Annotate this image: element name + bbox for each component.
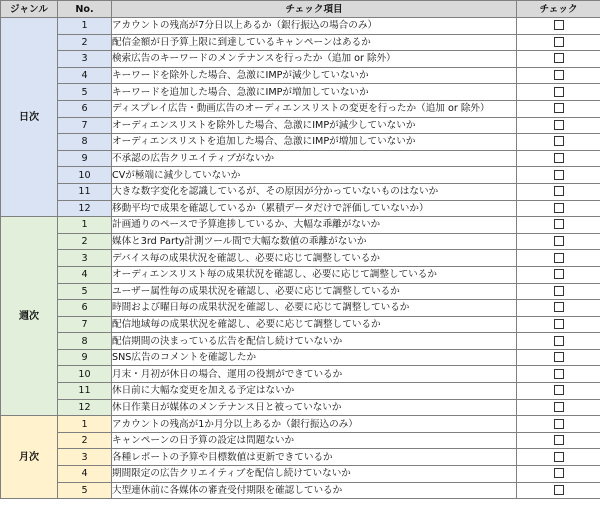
check-item-text: 休日前に大幅な変更を加える予定はないか bbox=[112, 383, 517, 400]
check-cell bbox=[517, 349, 600, 366]
table-row bbox=[1, 18, 600, 35]
checkbox[interactable] bbox=[554, 302, 564, 312]
row-number: 2 bbox=[58, 233, 112, 250]
check-item-text: アカウントの残高が1か月分以上あるか（銀行振込のみ） bbox=[112, 416, 517, 433]
check-item-text: 大型連休前に各媒体の審査受付期限を確認しているか bbox=[112, 482, 517, 499]
check-cell bbox=[517, 134, 600, 151]
check-cell bbox=[517, 333, 600, 350]
check-item-text: 配信地域毎の成果状況を確認し、必要に応じて調整しているか bbox=[112, 316, 517, 333]
check-cell bbox=[517, 466, 600, 483]
check-cell bbox=[517, 150, 600, 167]
row-number: 2 bbox=[58, 432, 112, 449]
check-item-text: SNS広告のコメントを確認したか bbox=[112, 349, 517, 366]
check-cell bbox=[517, 51, 600, 68]
table-row bbox=[1, 383, 600, 400]
row-number: 6 bbox=[58, 300, 112, 317]
checkbox[interactable] bbox=[554, 103, 564, 113]
table-row bbox=[1, 316, 600, 333]
checkbox[interactable] bbox=[554, 186, 564, 196]
check-item-text: キーワードを除外した場合、急激にIMPが減少していないか bbox=[112, 67, 517, 84]
checkbox[interactable] bbox=[554, 369, 564, 379]
check-item-text: 配信金額が日予算上限に到達しているキャンペーンはあるか bbox=[112, 34, 517, 51]
checkbox[interactable] bbox=[554, 452, 564, 462]
check-cell bbox=[517, 266, 600, 283]
checkbox[interactable] bbox=[554, 253, 564, 263]
check-item-text: 時間および曜日毎の成果状況を確認し、必要に応じて調整しているか bbox=[112, 300, 517, 317]
table-row bbox=[1, 233, 600, 250]
checkbox[interactable] bbox=[554, 286, 564, 296]
check-cell bbox=[517, 383, 600, 400]
row-number: 7 bbox=[58, 117, 112, 134]
row-number: 9 bbox=[58, 150, 112, 167]
check-item-text: 不承認の広告クリエイティブがないか bbox=[112, 150, 517, 167]
row-number: 5 bbox=[58, 84, 112, 101]
row-number: 4 bbox=[58, 67, 112, 84]
check-cell bbox=[517, 18, 600, 35]
row-number: 5 bbox=[58, 283, 112, 300]
row-number: 3 bbox=[58, 51, 112, 68]
table-row bbox=[1, 34, 600, 51]
table-row bbox=[1, 67, 600, 84]
check-cell bbox=[517, 366, 600, 383]
check-item-text: アカウントの残高が7分日以上あるか（銀行振込の場合のみ） bbox=[112, 18, 517, 35]
checkbox[interactable] bbox=[554, 120, 564, 130]
checkbox[interactable] bbox=[554, 170, 564, 180]
check-cell bbox=[517, 233, 600, 250]
check-cell bbox=[517, 200, 600, 217]
checkbox[interactable] bbox=[554, 20, 564, 30]
checkbox[interactable] bbox=[554, 336, 564, 346]
row-number: 1 bbox=[58, 416, 112, 433]
table-row bbox=[1, 416, 600, 433]
check-item-text: オーディエンスリストを追加した場合、急激にIMPが増加していないか bbox=[112, 134, 517, 151]
check-item-text: 媒体と3rd Party計測ツール間で大幅な数値の乖離がないか bbox=[112, 233, 517, 250]
checkbox[interactable] bbox=[554, 153, 564, 163]
table-row bbox=[1, 333, 600, 350]
checkbox[interactable] bbox=[554, 385, 564, 395]
check-item-text: 期間限定の広告クリエイティブを配信し続けていないか bbox=[112, 466, 517, 483]
table-row bbox=[1, 117, 600, 134]
table-row bbox=[1, 300, 600, 317]
row-number: 12 bbox=[58, 200, 112, 217]
check-item-text: 移動平均で成果を確認しているか（累積データだけで評価していないか） bbox=[112, 200, 517, 217]
check-cell bbox=[517, 100, 600, 117]
check-cell bbox=[517, 449, 600, 466]
checkbox[interactable] bbox=[554, 219, 564, 229]
check-cell bbox=[517, 117, 600, 134]
genre-label-monthly: 月次 bbox=[1, 416, 58, 499]
checkbox[interactable] bbox=[554, 37, 564, 47]
row-number: 5 bbox=[58, 482, 112, 499]
check-cell bbox=[517, 316, 600, 333]
row-number: 9 bbox=[58, 349, 112, 366]
checkbox[interactable] bbox=[554, 203, 564, 213]
table-row bbox=[1, 51, 600, 68]
table-row bbox=[1, 482, 600, 499]
row-number: 8 bbox=[58, 134, 112, 151]
check-cell bbox=[517, 283, 600, 300]
table-row bbox=[1, 150, 600, 167]
header-genre: ジャンル bbox=[1, 1, 58, 18]
check-cell bbox=[517, 416, 600, 433]
row-number: 1 bbox=[58, 217, 112, 234]
check-cell bbox=[517, 217, 600, 234]
checklist-body bbox=[1, 18, 600, 499]
row-number: 12 bbox=[58, 399, 112, 416]
checkbox[interactable] bbox=[554, 402, 564, 412]
table-row bbox=[1, 449, 600, 466]
check-item-text: 配信期間の決まっている広告を配信し続けていないか bbox=[112, 333, 517, 350]
row-number: 6 bbox=[58, 100, 112, 117]
row-number: 7 bbox=[58, 316, 112, 333]
check-cell bbox=[517, 167, 600, 184]
checkbox[interactable] bbox=[554, 87, 564, 97]
check-cell bbox=[517, 432, 600, 449]
table-row bbox=[1, 250, 600, 267]
check-cell bbox=[517, 183, 600, 200]
check-item-text: デバイス毎の成果状況を確認し、必要に応じて調整しているか bbox=[112, 250, 517, 267]
table-row bbox=[1, 399, 600, 416]
check-cell bbox=[517, 300, 600, 317]
checkbox[interactable] bbox=[554, 468, 564, 478]
check-item-text: 休日作業日が媒体のメンテナンス日と被っていないか bbox=[112, 399, 517, 416]
check-cell bbox=[517, 84, 600, 101]
table-row bbox=[1, 283, 600, 300]
row-number: 3 bbox=[58, 250, 112, 267]
check-cell bbox=[517, 482, 600, 499]
check-cell bbox=[517, 67, 600, 84]
row-number: 1 bbox=[58, 18, 112, 35]
genre-label-weekly: 週次 bbox=[1, 217, 58, 416]
check-item-text: ディスプレイ広告・動画広告のオーディエンスリストの変更を行ったか（追加 or 除外） bbox=[112, 100, 517, 117]
table-row bbox=[1, 167, 600, 184]
checkbox[interactable] bbox=[554, 269, 564, 279]
check-item-text: 大きな数字変化を認識しているが、その原因が分かっていないものはないか bbox=[112, 183, 517, 200]
header-no: No. bbox=[58, 1, 112, 18]
check-item-text: 検索広告のキーワードのメンテナンスを行ったか（追加 or 除外） bbox=[112, 51, 517, 68]
check-item-text: オーディエンスリスト毎の成果状況を確認し、必要に応じて調整しているか bbox=[112, 266, 517, 283]
row-number: 10 bbox=[58, 366, 112, 383]
check-item-text: キーワードを追加した場合、急激にIMPが増加していないか bbox=[112, 84, 517, 101]
row-number: 2 bbox=[58, 34, 112, 51]
table-row bbox=[1, 134, 600, 151]
table-row bbox=[1, 349, 600, 366]
checkbox[interactable] bbox=[554, 352, 564, 362]
table-row bbox=[1, 366, 600, 383]
checkbox[interactable] bbox=[554, 136, 564, 146]
check-item-text: 月末・月初が休日の場合、運用の役割ができているか bbox=[112, 366, 517, 383]
check-item-text: ユーザー属性毎の成果状況を確認し、必要に応じて調整しているか bbox=[112, 283, 517, 300]
row-number: 8 bbox=[58, 333, 112, 350]
check-item-text: キャンペーンの日予算の設定は問題ないか bbox=[112, 432, 517, 449]
check-cell bbox=[517, 250, 600, 267]
check-item-text: CVが極端に減少していないか bbox=[112, 167, 517, 184]
row-number: 10 bbox=[58, 167, 112, 184]
check-cell bbox=[517, 399, 600, 416]
check-item-text: 各種レポートの予算や目標数値は更新できているか bbox=[112, 449, 517, 466]
genre-label-daily: 日次 bbox=[1, 18, 58, 217]
header-check: チェック bbox=[517, 1, 600, 18]
row-number: 4 bbox=[58, 466, 112, 483]
row-number: 11 bbox=[58, 183, 112, 200]
table-row bbox=[1, 183, 600, 200]
checkbox[interactable] bbox=[554, 485, 564, 495]
header-item: チェック項目 bbox=[112, 1, 517, 18]
check-item-text: 計画通りのペースで予算進捗しているか、大幅な乖離がないか bbox=[112, 217, 517, 234]
table-row bbox=[1, 84, 600, 101]
check-item-text: オーディエンスリストを除外した場合、急激にIMPが減少していないか bbox=[112, 117, 517, 134]
table-row bbox=[1, 266, 600, 283]
checkbox[interactable] bbox=[554, 236, 564, 246]
row-number: 3 bbox=[58, 449, 112, 466]
row-number: 11 bbox=[58, 383, 112, 400]
table-row bbox=[1, 217, 600, 234]
checkbox[interactable] bbox=[554, 435, 564, 445]
checkbox[interactable] bbox=[554, 53, 564, 63]
check-cell bbox=[517, 34, 600, 51]
table-row bbox=[1, 200, 600, 217]
checkbox[interactable] bbox=[554, 319, 564, 329]
table-row bbox=[1, 100, 600, 117]
header-row bbox=[1, 1, 600, 18]
checkbox[interactable] bbox=[554, 70, 564, 80]
table-row bbox=[1, 466, 600, 483]
checkbox[interactable] bbox=[554, 419, 564, 429]
table-row bbox=[1, 432, 600, 449]
row-number: 4 bbox=[58, 266, 112, 283]
